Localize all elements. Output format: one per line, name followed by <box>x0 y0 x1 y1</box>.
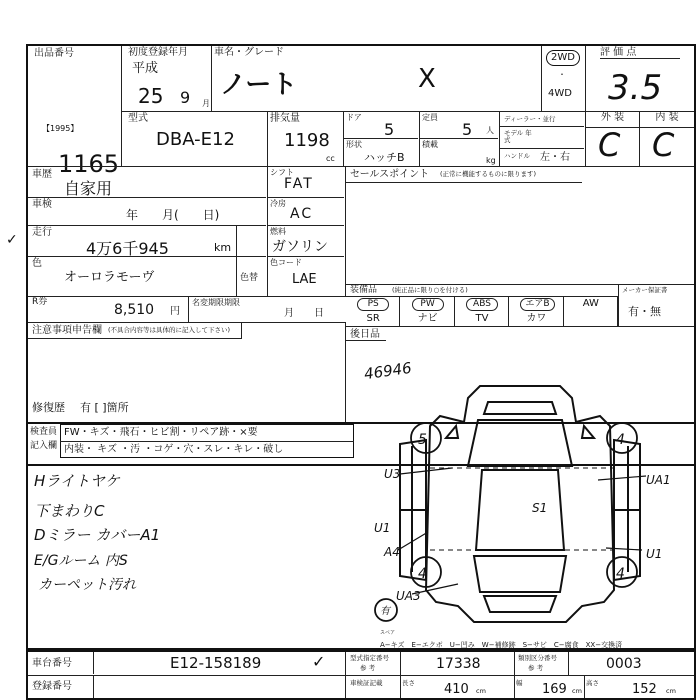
dealer-cell <box>500 112 586 166</box>
details-middle <box>268 166 346 296</box>
era: 平成 <box>132 61 159 76</box>
history-value: 自家用 <box>64 179 113 198</box>
score-cell <box>586 46 694 112</box>
load-label: 積載 <box>422 140 438 149</box>
mileage-unit: km <box>214 241 232 254</box>
chassis-check: ✓ <box>312 652 326 671</box>
shift-value: FAT <box>284 176 314 192</box>
recycle-unit: 円 <box>170 306 180 317</box>
equipment-item <box>400 296 454 326</box>
equipment-bottom-label: TV <box>475 313 489 324</box>
note-line: Hライトヤケ <box>34 472 120 490</box>
equipment-top-label: PS <box>357 298 389 311</box>
color-code-value: LAE <box>292 272 317 287</box>
interior-label: 内 装 <box>640 112 694 128</box>
damage-mark: A4 <box>384 545 400 559</box>
color-change-label: 色替 <box>240 273 259 283</box>
recycle-label: R券 <box>32 297 48 307</box>
category-value: 0003 <box>606 656 642 672</box>
grade: X <box>418 64 436 94</box>
inspector-row1: FW・キズ・飛石・ヒビ割・リペア跡・×要 <box>64 427 258 438</box>
note-line: カーペット汚れ <box>38 577 136 593</box>
cert-label: 車検証記載 <box>350 679 383 687</box>
type-cert-value: 17338 <box>436 656 481 672</box>
history-label: 車歴 <box>32 169 52 180</box>
dealer-label: ディーラー・並行 <box>504 115 556 123</box>
equipment-top-label: AW <box>582 298 599 309</box>
equipment-top-label: ABS <box>466 298 498 311</box>
mileage-check: ✓ <box>6 232 18 248</box>
equipment-top-label: エアB <box>520 298 554 311</box>
displacement-label: 排気量 <box>270 113 300 124</box>
notices-label: 注意事項申告欄 <box>32 325 102 336</box>
width-label: 幅 <box>516 679 523 687</box>
repair-value: 有 [ ]箇所 <box>80 401 129 414</box>
details-left <box>28 166 268 296</box>
later-input-label: 後日品 <box>350 329 380 340</box>
category-sub: 参 考 <box>528 664 544 672</box>
capacity-load-cell <box>420 112 500 166</box>
load-unit: kg <box>486 156 496 165</box>
drive-4wd: 4WD <box>548 88 572 99</box>
car-diagram <box>360 380 690 642</box>
damage-mark: 4 <box>418 566 427 582</box>
note-line: 下まわりC <box>34 502 105 520</box>
equipment-bottom-label: SR <box>366 313 380 324</box>
model-label: 型式 <box>128 113 148 124</box>
warranty-label: メーカー保証書 <box>622 286 668 294</box>
month: 9 <box>180 88 191 107</box>
reg-cell <box>122 46 212 112</box>
inspector-label1: 検査員 <box>30 427 58 437</box>
equipment-item <box>346 296 400 326</box>
displacement-unit: cc <box>326 154 335 163</box>
damage-mark: S1 <box>532 501 548 515</box>
lot-number: 1165 <box>58 150 120 178</box>
inspector-cell <box>28 424 346 460</box>
shape-label: 形状 <box>346 140 362 149</box>
displacement-cell <box>268 112 344 166</box>
equipment-cell <box>346 284 694 326</box>
model-cell <box>122 112 268 166</box>
height-label: 高さ <box>586 679 599 687</box>
inspector-notes <box>34 470 274 610</box>
length-value: 410 <box>444 682 469 697</box>
height-value: 152 <box>632 682 657 697</box>
length-label: 長さ <box>402 679 415 687</box>
damage-mark: 有 <box>380 606 390 617</box>
inspection-label: 車検 <box>32 199 52 210</box>
damage-mark: U1 <box>646 547 663 561</box>
chassis-cell <box>28 652 346 676</box>
equipment-top-label: PW <box>412 298 444 311</box>
damage-mark: UA3 <box>396 589 421 603</box>
drive-cell <box>542 46 586 112</box>
height-unit: cm <box>666 687 676 695</box>
type-cert-label: 型式指定番号 <box>350 654 389 662</box>
fuel-value: ガソリン <box>272 239 328 255</box>
lot-label: 出品番号 <box>34 48 74 59</box>
color-code-label: 色コード <box>270 258 302 267</box>
mileage-value: 4万6千945 <box>86 239 169 258</box>
score-value: 3.5 <box>608 68 663 108</box>
model-value: DBA-E12 <box>156 129 235 150</box>
handle-label: ハンドル <box>504 152 530 160</box>
capacity-label: 定員 <box>422 113 438 122</box>
doors-value: 5 <box>384 120 395 139</box>
sales-point-note: (正常に機能するものに限ります) <box>440 170 537 178</box>
equipment-bottom-label: カワ <box>526 313 547 324</box>
shape-value: ハッチB <box>364 151 405 164</box>
equipment-label: 装備品 <box>350 285 378 295</box>
cert-cell <box>346 652 694 698</box>
notices-cell <box>28 322 346 422</box>
notices-sub: (不具合内容等は具体的に記入して下さい) <box>108 326 231 334</box>
color-value: オーロラモーヴ <box>64 270 155 285</box>
chassis-value: E12-158189 <box>170 654 262 672</box>
capacity-value: 5 <box>462 120 473 139</box>
registration-label: 登録番号 <box>28 676 94 698</box>
type-cert-sub: 参 考 <box>360 664 376 672</box>
equipment-item <box>455 296 509 326</box>
spare-label: スペア <box>380 630 396 636</box>
exterior-grade: C <box>598 126 621 164</box>
model-year-label: モデル 年式 <box>504 129 532 144</box>
year: 25 <box>138 84 164 108</box>
damage-mark: U1 <box>374 521 391 535</box>
car-name: ノート <box>220 70 298 100</box>
inspection-value: 年 月( 日) <box>126 208 220 222</box>
inspector-label2: 記入欄 <box>30 441 58 451</box>
ac-label: 冷房 <box>270 199 286 208</box>
chassis-label: 車台番号 <box>28 652 94 674</box>
registration-cell <box>28 676 346 698</box>
reg-label: 初度登録年月 <box>128 47 188 58</box>
warranty-value: 有・無 <box>628 305 661 318</box>
handle-value: 左・右 <box>540 152 570 163</box>
equipment-item <box>509 296 563 326</box>
damage-mark: 4 <box>616 566 625 582</box>
interior-grade: C <box>652 126 675 164</box>
damage-mark: 4 <box>616 432 625 448</box>
category-label: 類別区分番号 <box>518 654 557 662</box>
later-input-code: 46946 <box>362 358 413 384</box>
damage-mark: 5 <box>418 432 427 448</box>
equipment-grid <box>346 296 618 326</box>
length-unit: cm <box>476 687 486 695</box>
damage-mark: U3 <box>384 467 401 481</box>
mileage-label: 走行 <box>32 227 52 238</box>
recycle-row <box>28 296 346 322</box>
damage-mark: UA1 <box>646 473 671 487</box>
name-label: 車名・グレード <box>214 47 284 58</box>
inspector-row2: 内装・ キズ ・汚 ・コゲ・穴・スレ・キレ・破し <box>64 444 284 455</box>
exterior-label: 外 装 <box>586 112 640 128</box>
deadline-value: 月 日 <box>284 308 324 319</box>
width-value: 169 <box>542 682 567 697</box>
fuel-label: 燃料 <box>270 227 286 236</box>
doors-label: ドア <box>346 113 362 122</box>
equipment-bottom-label: ナビ <box>417 313 438 324</box>
shift-label: シフト <box>270 168 294 177</box>
damage-legend: A−キズ E−エクボ U−凹み W−補修跡 S−サビ C−腐食 XX−交換済 <box>380 641 623 649</box>
ac-value: AC <box>290 206 314 222</box>
equipment-item <box>564 296 618 326</box>
note-line: E/Gルーム 内S <box>34 553 128 569</box>
capacity-unit: 人 <box>486 126 494 135</box>
drive-2wd: 2WD <box>546 50 580 66</box>
width-unit: cm <box>572 687 582 695</box>
grade-cell <box>586 112 694 166</box>
month-unit: 月 <box>202 99 210 108</box>
repair-label: 修復歴 <box>32 401 65 414</box>
displacement-value: 1198 <box>284 130 330 151</box>
recycle-value: 8,510 <box>114 302 155 318</box>
drive-dot: ・ <box>558 70 566 79</box>
sales-point-label: セールスポイント <box>350 169 430 180</box>
name-cell <box>212 46 542 112</box>
equipment-note: (純正品に限り○を付ける) <box>392 286 468 294</box>
deadline-label: 名変期限期限 <box>192 298 240 307</box>
doors-shape-cell <box>344 112 420 166</box>
color-label: 色 <box>32 258 42 269</box>
score-label: 評 価 点 <box>600 47 680 59</box>
note-line: Dミラー カバーA1 <box>34 526 161 544</box>
sales-point-cell <box>346 166 694 284</box>
lot-sub: 【1995】 <box>42 124 79 133</box>
